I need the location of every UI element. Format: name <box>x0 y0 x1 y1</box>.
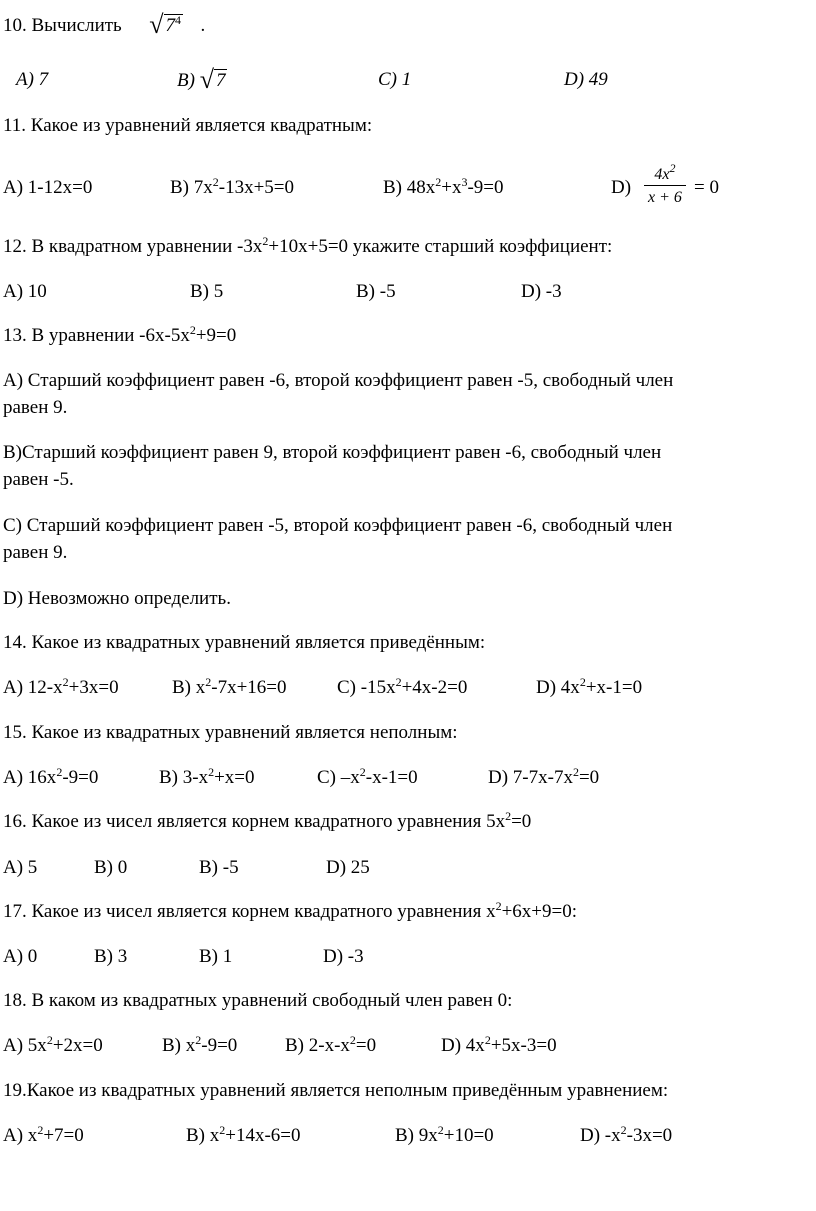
q10-option-d: D) 49 <box>564 69 608 90</box>
q12-option-a: A) 10 <box>3 281 47 302</box>
q19-option-b: B) $x^2+14x-6=0$ <box>186 1123 301 1146</box>
q16-option-a: A) 5 <box>3 857 38 878</box>
q13-option-a-line2: равен 9. <box>3 397 68 418</box>
q18-option-b: B) $x^2-9=0$ <box>162 1033 238 1056</box>
q14-option-a: A) $12-x^2+3x=0$ <box>3 675 119 698</box>
q13-option-b-line1: B)Старший коэффициент равен 9, второй коэффициент равен -6, свободный член <box>3 442 662 463</box>
question-10-text: 10. Вычислить <box>3 15 122 36</box>
q14-option-d: D) $4x^2+x-1=0$ <box>536 675 643 698</box>
q19-option-c: B) $9x^2+10=0$ <box>395 1123 494 1146</box>
q17-option-d: D) -3 <box>323 946 364 967</box>
question-14-text: 14. Какое из квадратных уравнений является приведённым: <box>3 632 486 653</box>
q12-option-d: D) -3 <box>521 281 562 302</box>
question-17-text: 17. Какое из чисел является корнем квадратного уравнения $x^2+6x+9=0$: <box>3 899 578 922</box>
q11-option-d-label: D) <box>611 177 632 198</box>
q17-option-c: B) 1 <box>199 946 233 967</box>
q16-option-b: B) 0 <box>94 857 128 878</box>
question-16-text: 16. Какое из чисел является корнем квадратного уравнения $5x^2=0$ <box>3 809 532 832</box>
q10-option-b: B) √ 7 <box>177 65 226 94</box>
q11-option-c: B) $48x^2+x^3-9=0$ <box>383 175 504 198</box>
q10-option-a: A) 7 <box>16 69 49 90</box>
q13-option-d: D) Невозможно определить. <box>3 588 231 609</box>
q15-option-a: A) $16x^2-9=0$ <box>3 765 99 788</box>
q13-option-a-line1: A) Старший коэффициент равен -6, второй коэффициент равен -5, свободный член <box>3 370 674 391</box>
q12-option-c: B) -5 <box>356 281 396 302</box>
question-19-text: 19.Какое из квадратных уравнений является неполным приведённым уравнением: <box>3 1080 669 1101</box>
q19-option-a: A) $x^2+7=0$ <box>3 1123 84 1146</box>
sqrt-seven-power-four: √ $7^4$ <box>149 10 181 39</box>
question-11-text: 11. Какое из уравнений является квадратным: <box>3 115 373 136</box>
q19-option-d: D) $-x^2-3x=0$ <box>580 1123 673 1146</box>
sqrt-seven: √ 7 <box>199 65 226 94</box>
q12-option-b: B) 5 <box>190 281 224 302</box>
q13-option-b-line2: равен -5. <box>3 469 74 490</box>
question-10: 10. Вычислить √ $7^4$ . <box>3 10 206 39</box>
q16-option-d: D) 25 <box>326 857 370 878</box>
q10-option-c: C) 1 <box>378 69 412 90</box>
q16-option-c: B) -5 <box>199 857 239 878</box>
q14-option-b: B) $x^2-7x+16=0$ <box>172 675 287 698</box>
q13-option-c-line2: равен 9. <box>3 542 68 563</box>
q17-option-a: A) 0 <box>3 946 38 967</box>
question-18-text: 18. В каком из квадратных уравнений свободный член равен 0: <box>3 990 513 1011</box>
q17-option-b: B) 3 <box>94 946 128 967</box>
q18-option-a: A) $5x^2+2x=0$ <box>3 1033 103 1056</box>
q11-option-a: A) 1-12x=0 <box>3 177 93 198</box>
q11-option-d-fraction: $\frac{4x^2}{x + 6}$ <box>644 165 686 208</box>
question-12-text: 12. В квадратном уравнении $-3x^2+10x+5=0$ укажите старший коэффициент: <box>3 234 613 257</box>
q15-option-d: D) $7-7x-7x^2=0$ <box>488 765 600 788</box>
q11-option-b: B) $7x^2-13x+5=0$ <box>170 175 295 198</box>
q15-option-c: C) $-x^2-x-1=0$ <box>317 765 418 788</box>
question-15-text: 15. Какое из квадратных уравнений является неполным: <box>3 722 458 743</box>
q11-option-d-rhs: = 0 <box>694 177 719 198</box>
q15-option-b: B) $3-x^2+x=0$ <box>159 765 255 788</box>
q14-option-c: C) $-15x^2+4x-2=0$ <box>337 675 468 698</box>
question-13-text: 13. В уравнении $-6x-5x^2+9=0$ <box>3 323 237 346</box>
q18-option-c: B) $2-x-x^2=0$ <box>285 1033 377 1056</box>
q13-option-c-line1: C) Старший коэффициент равен -5, второй коэффициент равен -6, свободный член <box>3 515 673 536</box>
q18-option-d: D) $4x^2+5x-3=0$ <box>441 1033 557 1056</box>
